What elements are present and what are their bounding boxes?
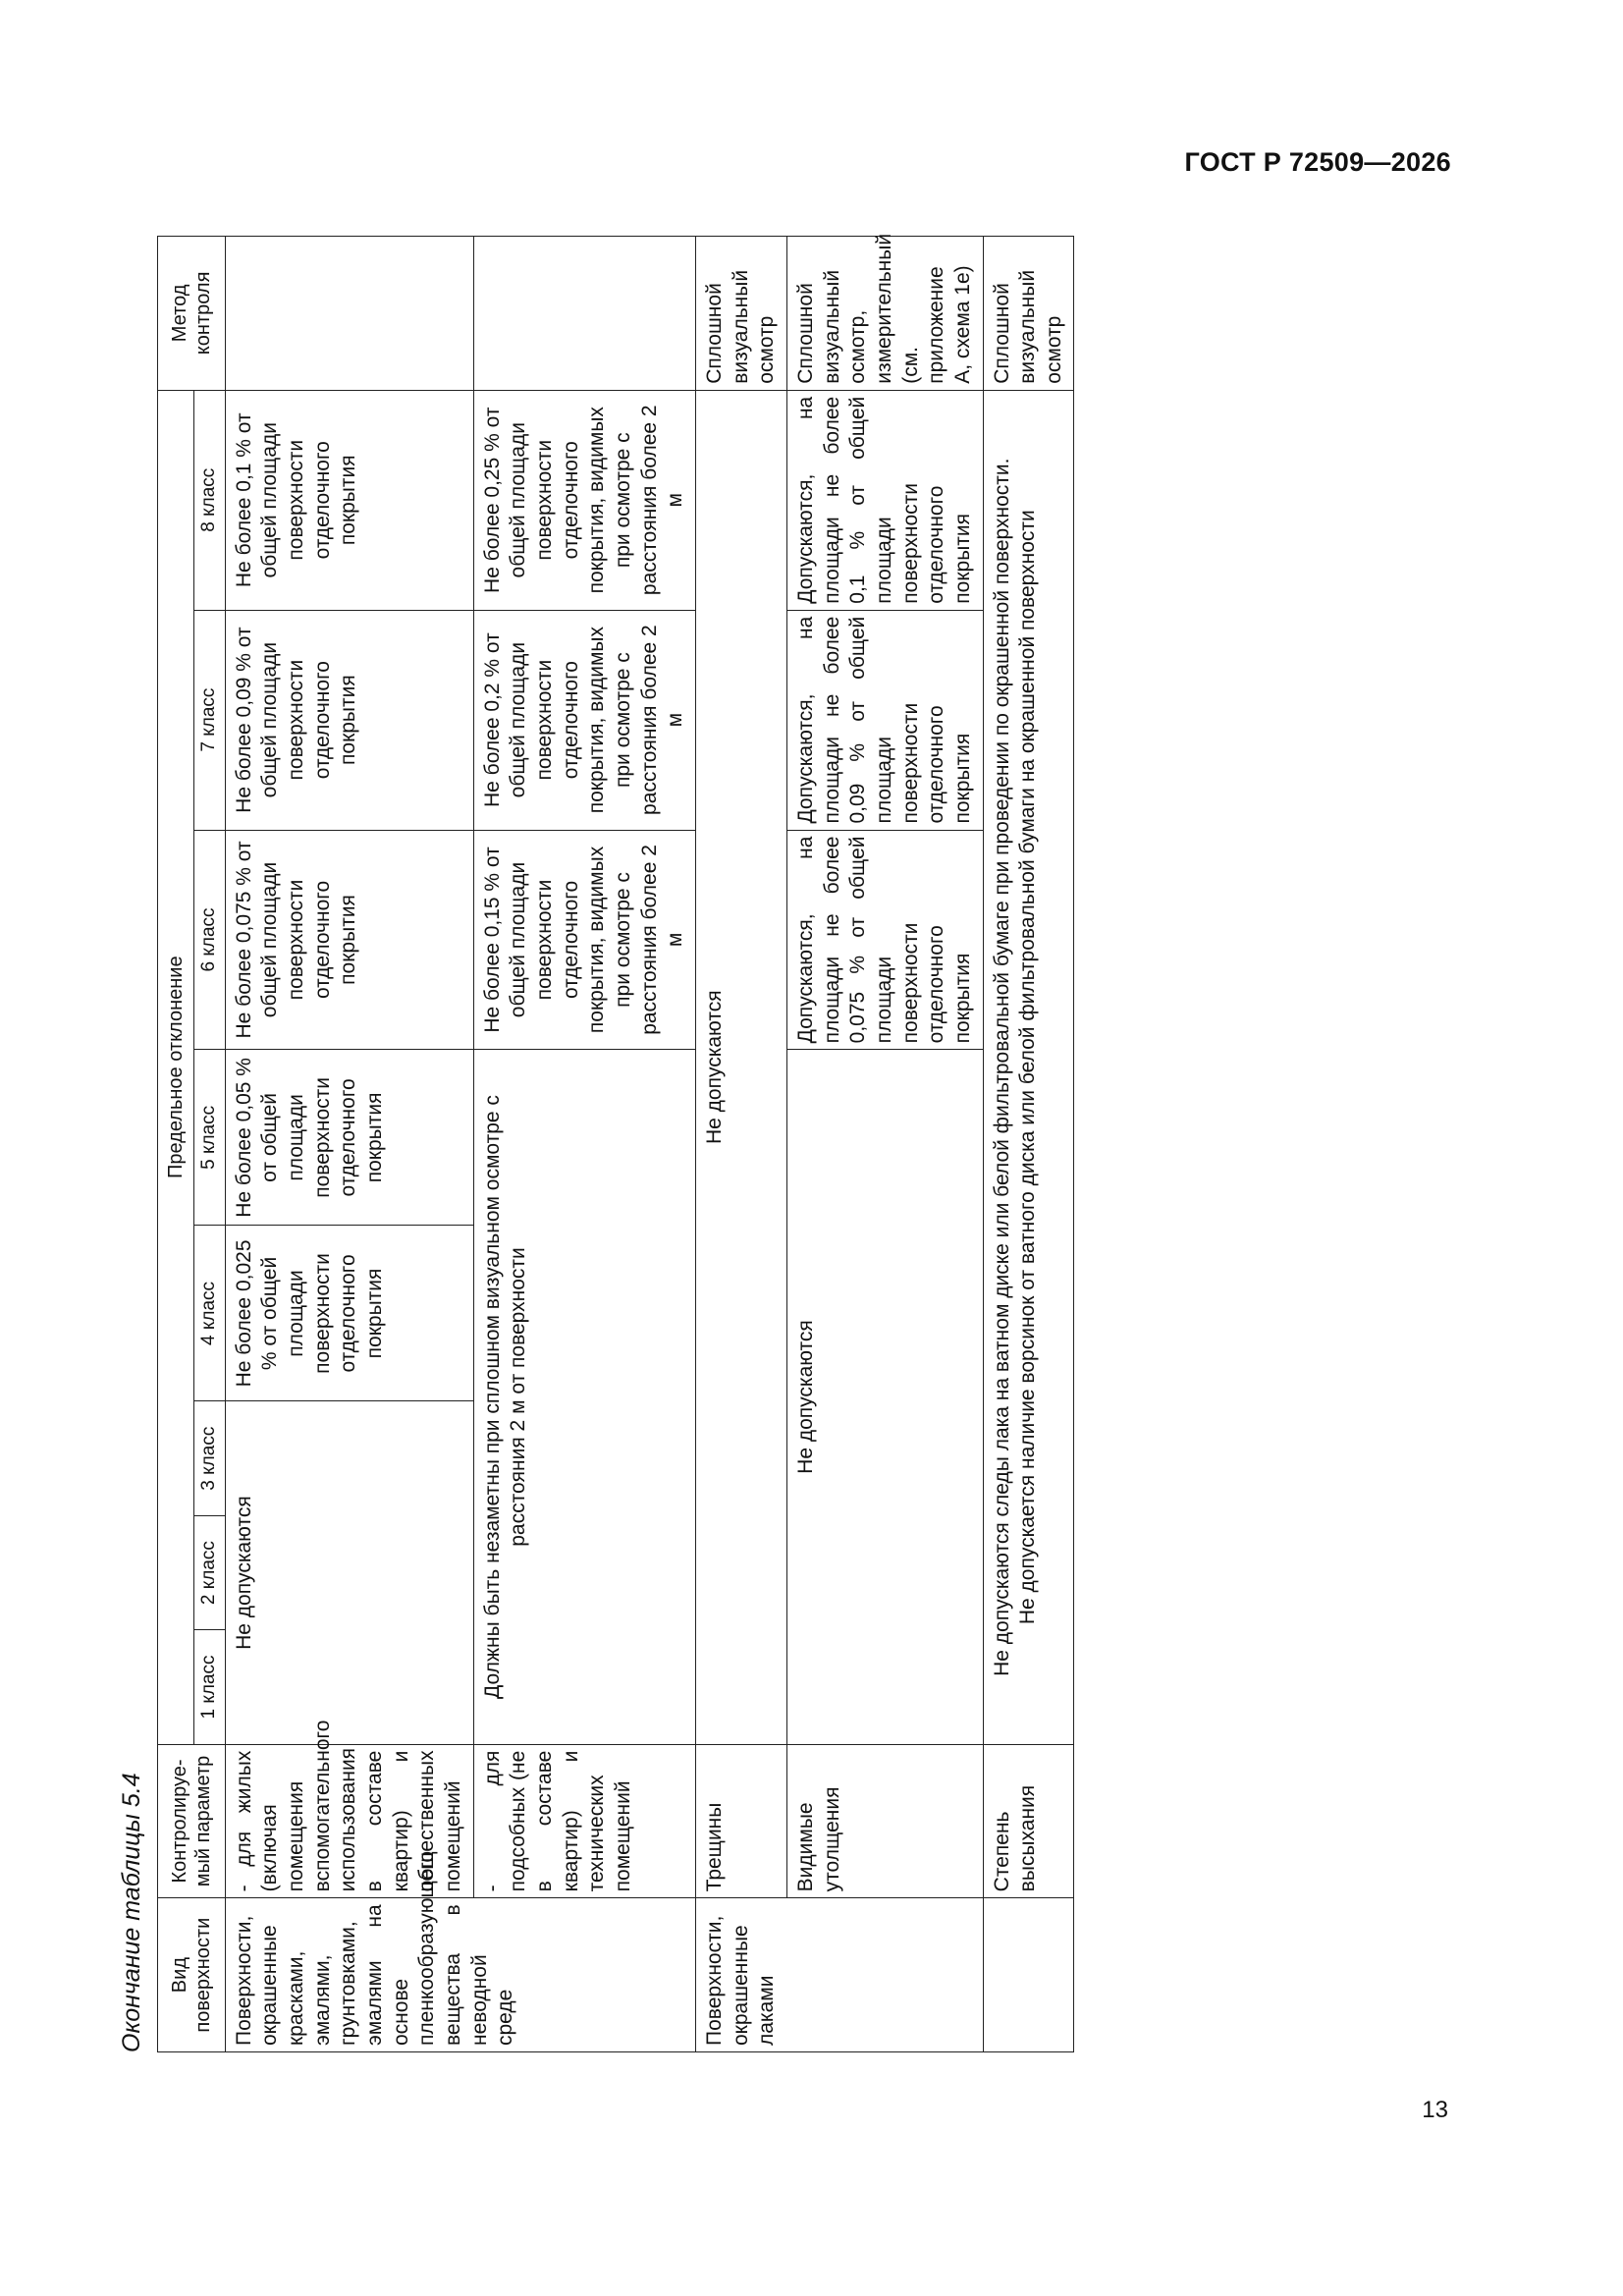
surface-varnished: Поверхности, окрашенные лаками [695, 1898, 983, 2052]
value-class-8: Не более 0,25 % от общей площади поверхности отделочного покрытия, видимых при осмотре с расстояния более 2 м [473, 390, 695, 610]
param-drying: Степень высыхания [983, 1744, 1074, 1898]
method-cell: Сплошной визуальный осмотр [983, 237, 1074, 391]
param-utility: - для подсобных (не в составе квартир) и технических помещений [473, 1744, 695, 1898]
header-class-8: 8 класс [194, 390, 226, 610]
value-not-allowed: Не допускаются [695, 390, 786, 1744]
method-cell [225, 237, 473, 391]
drying-line-1: Не допускаются следы лака на ватном диске или белой фильтровальной бумаге при проведении по окрашенной поверхности. [990, 458, 1013, 1676]
value-class-8: Допускаются, на площади не более 0,1 % от общей площади поверхности отделочного покрытия [786, 390, 983, 610]
value-class-4: Не более 0,025 % от общей площади поверхности отделочного покрытия [225, 1226, 473, 1401]
value-class-6: Не более 0,15 % от общей площади поверхности отделочного покрытия, видимых при осмотре с расстояния более 2 м [473, 830, 695, 1050]
header-class-7: 7 класс [194, 610, 226, 830]
value-not-allowed: Не допускаются [786, 1050, 983, 1744]
header-class-2: 2 класс [194, 1515, 226, 1629]
header-class-4: 4 класс [194, 1226, 226, 1401]
value-class-7: Допускаются, на площади не более 0,09 % от общей площади поверхности отделочного покрытия [786, 610, 983, 830]
surface-painted: Поверхности, окрашенные красками, эмалями, грунтовками, эмалями на основе пленкообразующего вещества в неводной среде [225, 1898, 695, 2052]
method-cell: Сплошной визуальный осмотр [695, 237, 786, 391]
value-class-8: Не более 0,1 % от общей площади поверхности отделочного покрытия [225, 390, 473, 610]
value-class-5: Не более 0,05 % от общей площади поверхности отделочного покрытия [225, 1050, 473, 1226]
header-parameter: Контролируе-мый параметр [158, 1744, 226, 1898]
header-deviation: Предельное отклонение [158, 390, 194, 1744]
page-number: 13 [1422, 2097, 1448, 2123]
table-row [786, 237, 983, 2052]
table-row [695, 237, 786, 2052]
header-method: Метод контроля [158, 237, 226, 391]
table-row [473, 237, 695, 2052]
param-thickenings: Видимые утолщения [786, 1744, 983, 1898]
table-caption: Окончание таблицы 5.4 [118, 1773, 145, 2052]
table-row [983, 237, 1074, 2052]
header-class-3: 3 класс [194, 1401, 226, 1515]
value-invisible: Должны быть незаметны при сплошном визуальном осмотре с расстояния 2 м от поверхности [473, 1050, 695, 1744]
rotated-table-page [108, 139, 1380, 2052]
value-class-7: Не более 0,2 % от общей площади поверхности отделочного покрытия, видимых при осмотре с расстояния более 2 м [473, 610, 695, 830]
value-class-6: Не более 0,075 % от общей площади поверхности отделочного покрытия [225, 830, 473, 1050]
value-class-7: Не более 0,09 % от общей площади поверхности отделочного покрытия [225, 610, 473, 830]
deviation-table [157, 233, 1074, 2052]
value-class-6: Допускаются, на площади не более 0,075 % от общей площади поверхности отделочного покрытия [786, 830, 983, 1050]
header-class-1: 1 класс [194, 1630, 226, 1744]
value-not-allowed: Не допускаются [225, 1401, 473, 1744]
standard-header: ГОСТ Р 72509—2026 [1184, 147, 1451, 177]
param-cracks: Трещины [695, 1744, 786, 1898]
drying-line-2: Не допускается наличие ворсинок от ватного диска или белой фильтровальной бумаги на окрашенной поверхности [1016, 510, 1040, 1625]
header-class-6: 6 класс [194, 830, 226, 1050]
surface-empty [983, 1898, 1074, 2052]
param-residential: - для жилых (включая помещения вспомогательного использования в составе квартир) и общественных помещений [225, 1744, 473, 1898]
header-surface-type: Вид поверхности [158, 1898, 226, 2052]
drying-requirements [983, 390, 1074, 1744]
method-cell [473, 237, 695, 391]
method-cell: Сплошной визуальный осмотр, измерительный (см. приложение А, схема 1е) [786, 237, 983, 391]
header-class-5: 5 класс [194, 1050, 226, 1226]
table-row [225, 237, 473, 2052]
header-row-1 [158, 237, 194, 2052]
